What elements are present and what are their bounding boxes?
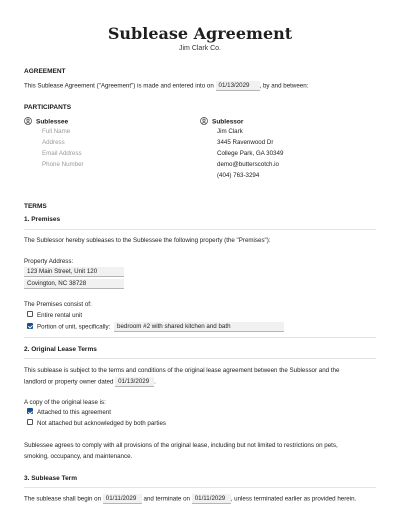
agreement-date-field[interactable]: 01/13/2029: [216, 81, 260, 91]
portion-unit-field[interactable]: bedroom #2 with shared kitchen and bath: [114, 322, 284, 332]
section-divider: [24, 337, 376, 338]
original-lease-heading: 2. Original Lease Terms: [24, 346, 97, 353]
original-lease-date-field[interactable]: 01/13/2029: [115, 377, 154, 387]
agreement-sentence: [24, 81, 308, 91]
sublessee-block: [24, 117, 68, 127]
sublessee-email-field[interactable]: Email Address: [42, 150, 82, 157]
sublessor-address-line2: College Park, GA 30349: [217, 150, 284, 157]
not-attached-label: Not attached but acknowledged by both parties: [37, 420, 166, 427]
portion-unit-label: Portion of unit, specifically:: [37, 323, 111, 331]
attached-label: Attached to this agreement: [37, 409, 111, 416]
sublease-begin-date-field[interactable]: 01/11/2029: [103, 494, 142, 504]
lease-copy-label: A copy of the original lease is:: [24, 399, 106, 406]
participants-heading: PARTICIPANTS: [24, 104, 72, 111]
original-lease-text-before: landlord or property owner dated: [24, 378, 114, 386]
sublessee-phone-field[interactable]: Phone Number: [42, 161, 84, 168]
sublessor-address-line1: 3445 Ravenwood Dr: [217, 139, 274, 146]
property-address-label: Property Address:: [24, 258, 74, 265]
section-divider: [24, 358, 376, 359]
sublessor-block: [200, 117, 243, 127]
original-lease-text-line1: This sublease is subject to the terms and conditions of the original lease agreement between the Sublessor and the: [24, 367, 340, 374]
agreement-text-before: This Sublease Agreement ("Agreement") is made and entered into on: [24, 82, 214, 90]
user-icon: [24, 117, 32, 127]
agreement-heading: AGREEMENT: [24, 68, 66, 75]
sublease-and-text: and terminate on: [143, 495, 190, 503]
sublease-term-heading: 3. Sublease Term: [24, 475, 77, 482]
portion-unit-checkbox[interactable]: [27, 323, 33, 329]
user-icon: [200, 117, 208, 127]
original-lease-text-after: .: [154, 378, 156, 386]
terms-heading: TERMS: [24, 203, 47, 210]
option-not-attached[interactable]: [27, 420, 166, 427]
option-entire-unit[interactable]: [27, 312, 82, 319]
agreement-text-after: , by and between:: [259, 82, 309, 90]
section-divider: [24, 487, 376, 488]
comply-text-line2: smoking, occupancy, and maintenance.: [24, 453, 133, 460]
section-divider: [24, 229, 376, 230]
entire-unit-label: Entire rental unit: [37, 312, 83, 319]
sublessor-phone: (404) 763-3294: [217, 172, 260, 179]
sublease-end-text: , unless terminated earlier as provided herein.: [230, 495, 357, 503]
sublease-begin-text: The sublease shall begin on: [24, 495, 102, 503]
sublessee-label: Sublessee: [36, 118, 69, 126]
sublessee-address-field[interactable]: Address: [42, 139, 65, 146]
attached-checkbox[interactable]: [27, 408, 33, 414]
option-attached[interactable]: [27, 409, 111, 416]
sublease-end-date-field[interactable]: 01/11/2029: [192, 494, 231, 504]
original-lease-text-line2: [24, 377, 156, 387]
sublessor-email: demo@butterscotch.io: [217, 161, 279, 168]
entire-unit-checkbox[interactable]: [27, 311, 33, 317]
sublessor-label: Sublessor: [212, 118, 244, 126]
document-title: Sublease Agreement: [107, 24, 293, 43]
company-name: Jim Clark Co.: [178, 45, 221, 52]
option-portion-unit[interactable]: [27, 322, 284, 332]
comply-text-line1: Sublessee agrees to comply with all provisions of the original lease, including but not limited to restrictions on pets,: [24, 442, 338, 449]
premises-consist-label: The Premises consist of:: [24, 301, 92, 308]
sublessor-name: Jim Clark: [217, 128, 243, 135]
premises-intro: The Sublessor hereby subleases to the Sublessee the following property (the "Premises"):: [24, 237, 271, 244]
property-address-line1-field[interactable]: 123 Main Street, Unit 120: [24, 267, 124, 277]
sublease-term-sentence: [24, 494, 356, 504]
property-address-line2-field[interactable]: Covington, NC 38728: [24, 279, 124, 289]
not-attached-checkbox[interactable]: [27, 419, 33, 425]
premises-heading: 1. Premises: [24, 216, 61, 223]
sublessee-full-name-field[interactable]: Full Name: [42, 128, 71, 135]
